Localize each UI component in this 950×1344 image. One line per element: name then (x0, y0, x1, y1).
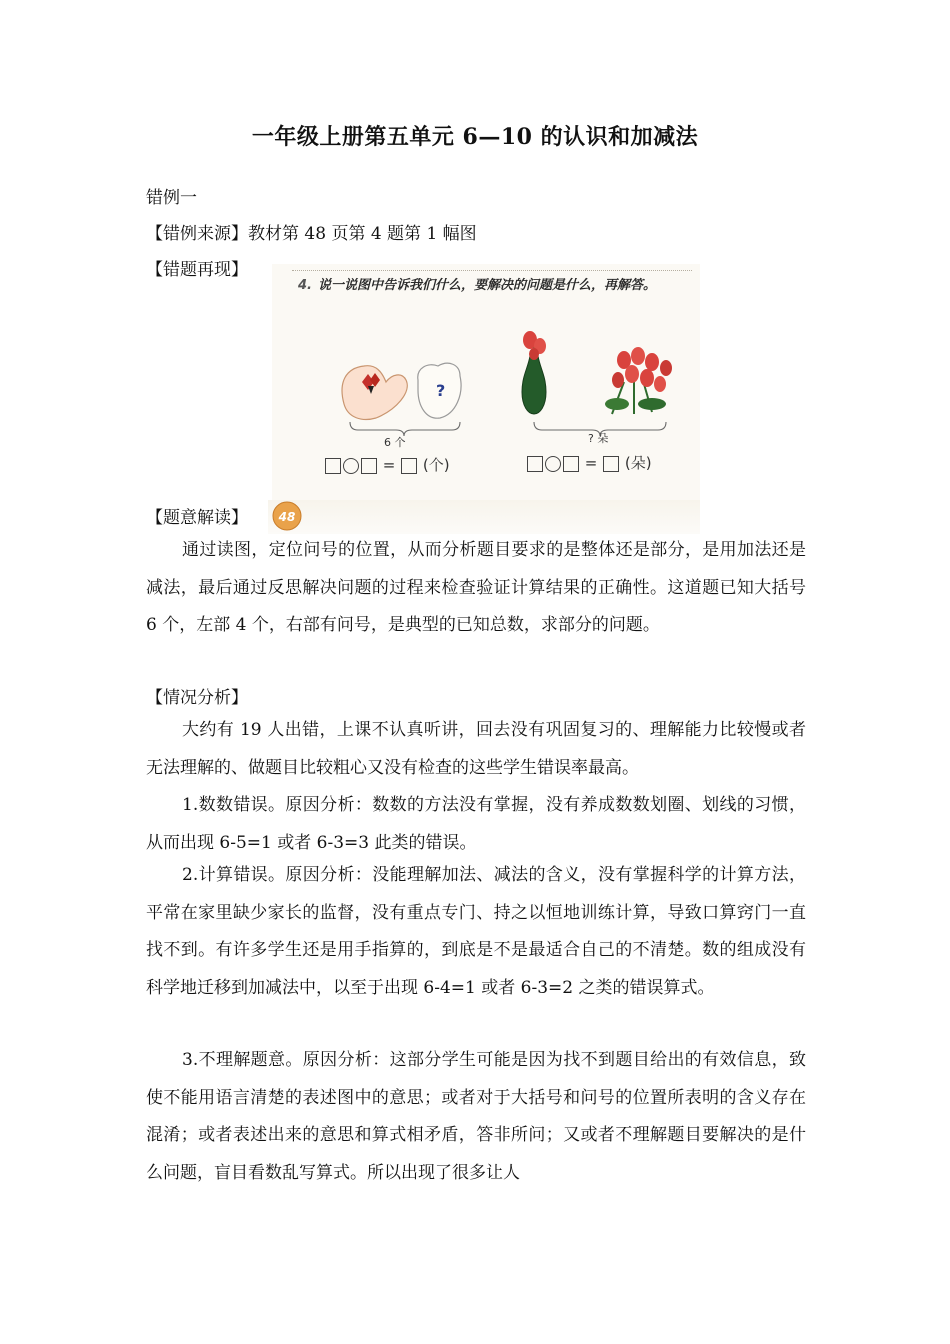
interpretation-paragraph: 通过读图，定位问号的位置，从而分析题目要求的是整体还是部分，是用加法还是减法，最后通过反思解决问题的过程来检查验证计算结果的正确性。这道题已知大括号 6 个，左部 4 个，右部有问号，是典型的已知总数，求部分的问题。 (146, 540, 806, 636)
right-equation (526, 452, 652, 473)
textbook-figure (272, 264, 700, 502)
vase-icon (522, 331, 546, 414)
question-number: 4. (298, 278, 312, 293)
scan-bottom-strip (268, 500, 700, 534)
left-hand-icon (342, 366, 407, 420)
right-brace-label: ? 朵 (588, 432, 609, 445)
answer-box (563, 456, 579, 472)
reproduce-heading: 【错题再现】 (146, 260, 248, 280)
interpretation-heading: 【题意解读】 (146, 508, 248, 528)
source-line: 【错例来源】教材第 48 页第 4 题第 1 幅图 (146, 224, 477, 244)
right-hand-icon (418, 363, 461, 418)
example-label: 错例一 (146, 188, 197, 208)
operator-circle (343, 458, 359, 474)
left-equation (324, 454, 450, 475)
analysis-paragraph-3: 3.不理解题意。原因分析：这部分学生可能是因为找不到题目给出的有效信息，致使不能用语言清楚的表述图中的意思；或者对于大括号和问号的位置所表明的含义存在混淆；或者表述出来的意思和算式相矛盾，答非所问；又或者不理解题目要解决的是什么问题，盲目看数乱写算式。所以出现了很多让人 (146, 1050, 806, 1183)
answer-box (361, 458, 377, 474)
answer-box (401, 458, 417, 474)
bouquet-icon (605, 347, 672, 414)
answer-box (325, 458, 341, 474)
analysis-heading: 【情况分析】 (146, 688, 248, 708)
page-number-badge (272, 501, 302, 531)
operator-circle (545, 456, 561, 472)
equals-sign: = (382, 456, 396, 474)
page-title: 一年级上册第五单元 6—10 的认识和加减法 (251, 124, 699, 150)
left-brace-label: 6 个 (384, 436, 406, 449)
analysis-paragraph-2: 2.计算错误。原因分析：没能理解加法、减法的含义，没有掌握科学的计算方法，平常在家里缺少家长的监督，没有重点专门、持之以恒地训练计算，导致口算窍门一直找不到。有许多学生还是用手指算的，到底是不是最适合自己的不清楚。数的组成没有科学地迁移到加减法中，以至于出现 6-4=1 或者 6-3=2 之类的错误算式。 (146, 865, 806, 998)
analysis-paragraph-1: 1.数数错误。原因分析：数数的方法没有掌握，没有养成数数划圈、划线的习惯，从而出现 6-5=1 或者 6-3=3 此类的错误。 (146, 795, 806, 853)
hand-question-mark: ? (436, 381, 446, 400)
answer-box (527, 456, 543, 472)
equals-sign: = (584, 454, 598, 472)
question-text: 说一说图中告诉我们什么，要解决的问题是什么，再解答。 (317, 278, 656, 293)
left-equation-unit: (个) (422, 456, 450, 474)
right-equation-unit: (朵) (624, 454, 652, 472)
analysis-paragraph-0: 大约有 19 人出错，上课不认真听讲，回去没有巩固复习的、理解能力比较慢或者无法理解的、做题目比较粗心又没有检查的这些学生错误率最高。 (146, 720, 806, 778)
page-badge-number: 48 (278, 510, 296, 524)
answer-box (603, 456, 619, 472)
